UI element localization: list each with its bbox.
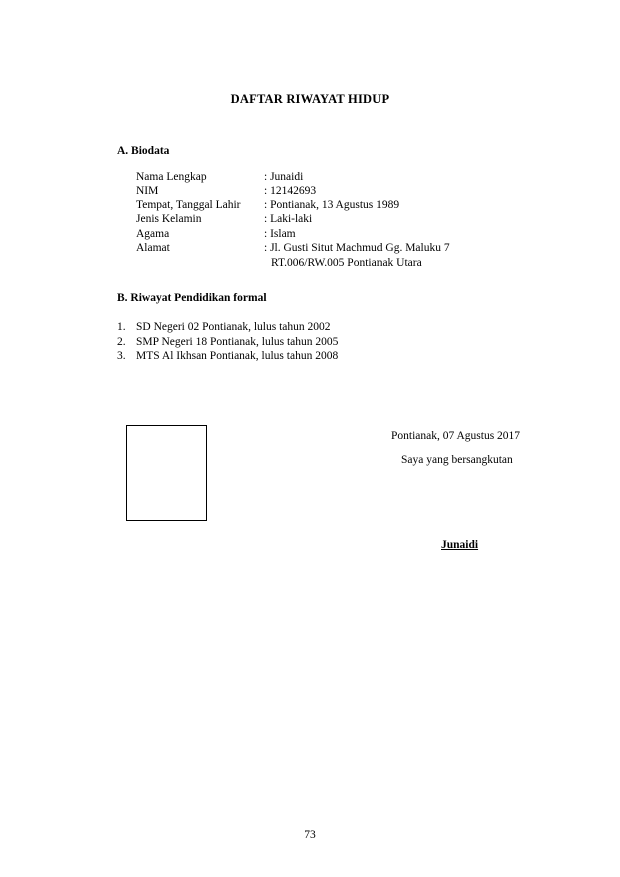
list-number: 3.	[117, 350, 126, 362]
biodata-value: : Laki-laki	[264, 213, 313, 225]
biodata-label: Nama Lengkap	[136, 171, 207, 183]
biodata-label: Alamat	[136, 242, 170, 254]
address-continuation: RT.006/RW.005 Pontianak Utara	[271, 257, 422, 269]
biodata-label: NIM	[136, 185, 159, 197]
signature-place-date: Pontianak, 07 Agustus 2017	[391, 430, 521, 442]
biodata-label: Tempat, Tanggal Lahir	[136, 199, 241, 211]
education-list-item	[117, 349, 339, 363]
list-number: 1.	[117, 321, 126, 333]
biodata-label: Agama	[136, 228, 170, 240]
list-text: MTS Al Ikhsan Pontianak, lulus tahun 2008	[136, 350, 339, 362]
education-list-item	[117, 335, 339, 349]
page-title: DAFTAR RIWAYAT HIDUP	[230, 92, 390, 106]
signature-statement: Saya yang bersangkutan	[401, 454, 513, 466]
section-b-heading: B. Riwayat Pendidikan formal	[117, 292, 267, 304]
biodata-value: : Jl. Gusti Situt Machmud Gg. Maluku 7	[264, 242, 450, 254]
list-text: SD Negeri 02 Pontianak, lulus tahun 2002	[136, 321, 331, 333]
page-number: 73	[304, 829, 316, 841]
photo-placeholder	[126, 425, 207, 521]
biodata-value: : 12142693	[264, 185, 317, 197]
list-number: 2.	[117, 336, 126, 348]
section-a-heading: A. Biodata	[117, 145, 170, 157]
education-list-item	[117, 320, 331, 334]
signature-name: Junaidi	[441, 539, 479, 551]
biodata-label: Jenis Kelamin	[136, 213, 202, 225]
biodata-value: : Junaidi	[264, 171, 304, 183]
biodata-value: : Pontianak, 13 Agustus 1989	[264, 199, 400, 211]
biodata-value: : Islam	[264, 228, 296, 240]
list-text: SMP Negeri 18 Pontianak, lulus tahun 2005	[136, 336, 339, 348]
